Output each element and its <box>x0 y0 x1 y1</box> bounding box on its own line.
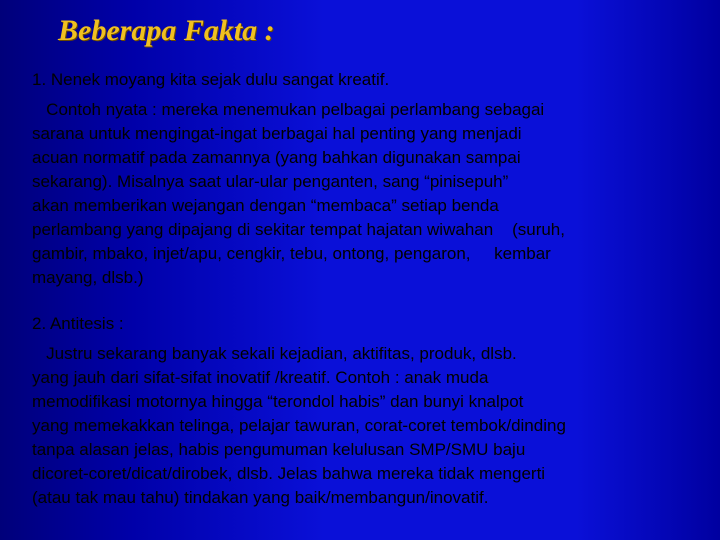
point-2-line: dicoret-coret/dicat/dirobek, dlsb. Jelas bahwa mereka tidak mengerti <box>32 464 546 483</box>
point-2-body <box>32 342 712 510</box>
point-1-body <box>32 98 712 290</box>
point-1-line: Contoh nyata : mereka menemukan pelbagai perlambang sebagai <box>32 100 545 119</box>
section-spacer <box>32 290 712 312</box>
point-1-heading: 1. Nenek moyang kita sejak dulu sangat kreatif. <box>32 70 390 89</box>
point-1-line: sarana untuk mengingat-ingat berbagai hal penting yang menjadi <box>32 124 522 143</box>
point-2-heading: 2. Antitesis : <box>32 314 124 333</box>
point-2-line: Justru sekarang banyak sekali kejadian, aktifitas, produk, dlsb. <box>32 344 517 363</box>
point-1-line: akan memberikan wejangan dengan “membaca” setiap benda <box>32 196 499 215</box>
point-2-line: yang memekakkan telinga, pelajar tawuran, corat-coret tembok/dinding <box>32 416 566 435</box>
point-2-line: (atau tak mau tahu) tindakan yang baik/membangun/inovatif. <box>32 488 489 507</box>
point-2-line: memodifikasi motornya hingga “terondol habis” dan bunyi knalpot <box>32 392 524 411</box>
point-2-line: tanpa alasan jelas, habis pengumuman kelulusan SMP/SMU baju <box>32 440 526 459</box>
slide-title: Beberapa Fakta : <box>58 14 275 47</box>
point-1-line: perlambang yang dipajang di sekitar tempat hajatan wiwahan (suruh, <box>32 220 565 239</box>
slide-content <box>32 68 712 510</box>
point-1-line: gambir, mbako, injet/apu, cengkir, tebu, ontong, pengaron, kembar <box>32 244 551 263</box>
point-2-line: yang jauh dari sifat-sifat inovatif /kreatif. Contoh : anak muda <box>32 368 489 387</box>
point-1-line: mayang, dlsb.) <box>32 268 144 287</box>
point-1-line: sekarang). Misalnya saat ular-ular penganten, sang “pinisepuh” <box>32 172 509 191</box>
point-1-line: acuan normatif pada zamannya (yang bahkan digunakan sampai <box>32 148 521 167</box>
